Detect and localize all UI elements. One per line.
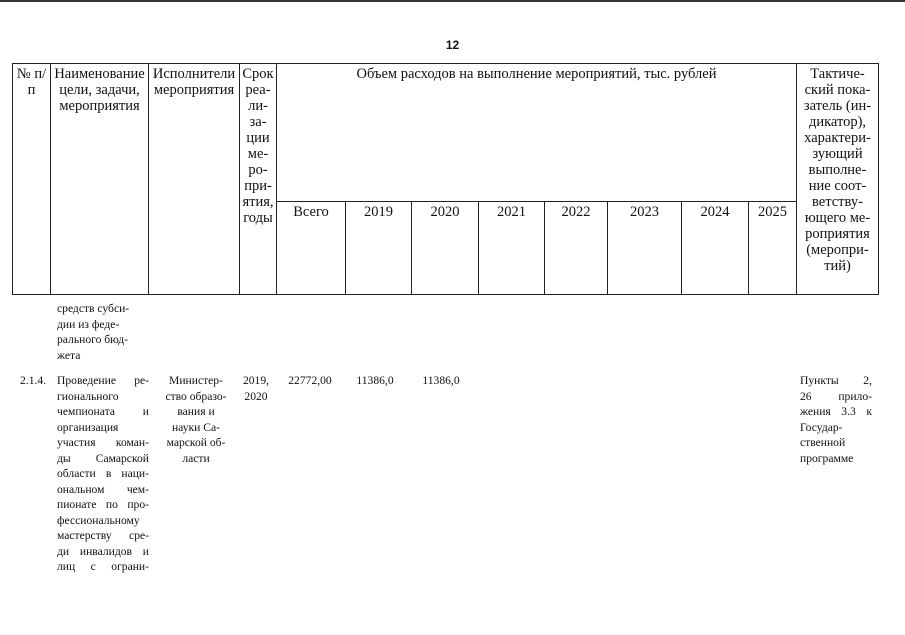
row-name-line: области в наци- bbox=[57, 467, 149, 480]
row-indicator-line: программе bbox=[800, 451, 854, 465]
page-number: 12 bbox=[445, 38, 460, 52]
header-term bbox=[240, 64, 277, 295]
row-indicator-line: Пункты 2, bbox=[800, 374, 872, 387]
row-name-line: пионате по про- bbox=[57, 498, 149, 511]
continuation-line: жета bbox=[57, 348, 81, 362]
header-year: 2022 bbox=[545, 202, 608, 295]
header-term-line: ме- bbox=[247, 146, 269, 162]
row-name-line: мастерству сре- bbox=[57, 529, 149, 542]
header-executors: Исполнители мероприятия bbox=[149, 64, 240, 295]
header-indicator-line: Тактиче- bbox=[810, 66, 865, 82]
row-executor-line: ласти bbox=[182, 451, 210, 465]
row-indicator-line: 26 прило- bbox=[800, 389, 872, 403]
header-term-line: ро- bbox=[248, 162, 268, 178]
row-executor-line: вания и bbox=[177, 405, 215, 418]
row-term bbox=[236, 373, 276, 404]
header-year: 2021 bbox=[479, 202, 545, 295]
row-name bbox=[57, 373, 149, 575]
row-term-line: 2020 bbox=[244, 389, 268, 403]
header-year: 2025 bbox=[749, 202, 797, 295]
row-2020: 11386,0 bbox=[422, 374, 460, 387]
header-indicator-line: роприятия bbox=[805, 226, 870, 242]
page-top-edge bbox=[0, 0, 905, 2]
header-year: 2019 bbox=[346, 202, 412, 295]
row-term-line: 2019, bbox=[242, 374, 270, 387]
row-executor-line: Министер- bbox=[169, 374, 223, 387]
row-name-line: ональном чем- bbox=[57, 482, 149, 496]
continuation-text bbox=[57, 301, 149, 363]
header-year: 2024 bbox=[682, 202, 749, 295]
header-indicator-line: выполне- bbox=[808, 162, 867, 178]
row-name-line: лиц с ограни- bbox=[57, 560, 149, 573]
continuation-line: средств субси- bbox=[57, 302, 130, 315]
row-executor-line: ство образо- bbox=[165, 389, 227, 403]
row-executor-line: науки Са- bbox=[171, 420, 221, 434]
row-executor bbox=[152, 373, 240, 466]
header-year: 2023 bbox=[608, 202, 682, 295]
row-indicator-line: Государ- bbox=[800, 420, 843, 434]
row-name-line: чемпионата и bbox=[57, 405, 149, 418]
row-total: 22772,00 bbox=[288, 374, 332, 387]
header-indicator-line: (меропри- bbox=[806, 242, 869, 258]
header-indicator-line: дикатор), bbox=[808, 114, 867, 130]
header-expenses: Объем расходов на выполнение мероприятий, тыс. рублей bbox=[277, 64, 797, 202]
row-indicator bbox=[800, 373, 872, 466]
header-term-line: за- bbox=[249, 114, 267, 130]
header-year-total: Всего bbox=[277, 202, 346, 295]
header-indicator-line: характери- bbox=[804, 130, 871, 146]
expenses-table-header bbox=[12, 63, 879, 295]
row-name-line: гионального bbox=[57, 389, 119, 403]
header-indicator-line: затель (ин- bbox=[803, 98, 872, 114]
header-term-line: ции bbox=[246, 130, 270, 146]
row-name-line: организация bbox=[57, 420, 119, 434]
row-number: 2.1.4. bbox=[20, 374, 47, 387]
header-term-line: при- bbox=[244, 178, 272, 194]
header-indicator-line: ветству- bbox=[812, 194, 863, 210]
row-name-line: ды Самарской bbox=[57, 451, 149, 465]
header-term-line: Срок bbox=[242, 66, 274, 82]
header-term-line: ятия, bbox=[242, 194, 274, 210]
continuation-line: рального бюд- bbox=[57, 333, 129, 346]
header-indicator-line: зующий bbox=[812, 146, 863, 162]
header-term-line: реа- bbox=[245, 82, 271, 98]
header-year: 2020 bbox=[412, 202, 479, 295]
row-name-line: ди инвалидов и bbox=[57, 544, 149, 558]
row-executor-line: марской об- bbox=[166, 436, 226, 449]
row-2019: 11386,0 bbox=[356, 374, 394, 387]
row-name-line: фессиональному bbox=[57, 513, 140, 527]
header-indicator-line: ский пока- bbox=[804, 82, 871, 98]
header-term-line: ли- bbox=[248, 98, 268, 114]
row-indicator-line: ственной bbox=[800, 436, 846, 449]
header-indicator-line: тий) bbox=[824, 258, 851, 274]
header-indicator-line: ние соот- bbox=[808, 178, 867, 194]
row-name-line: Проведение ре- bbox=[57, 374, 149, 387]
header-term-line: годы bbox=[243, 210, 273, 226]
header-indicator-line: ющего ме- bbox=[804, 210, 871, 226]
row-indicator-line: жения 3.3 к bbox=[800, 405, 872, 418]
header-indicator bbox=[797, 64, 879, 295]
continuation-line: дии из феде- bbox=[57, 317, 120, 331]
header-name: Наименование цели, задачи, мероприятия bbox=[51, 64, 149, 295]
row-name-line: участия коман- bbox=[57, 436, 149, 449]
header-num: № п/п bbox=[13, 64, 51, 295]
